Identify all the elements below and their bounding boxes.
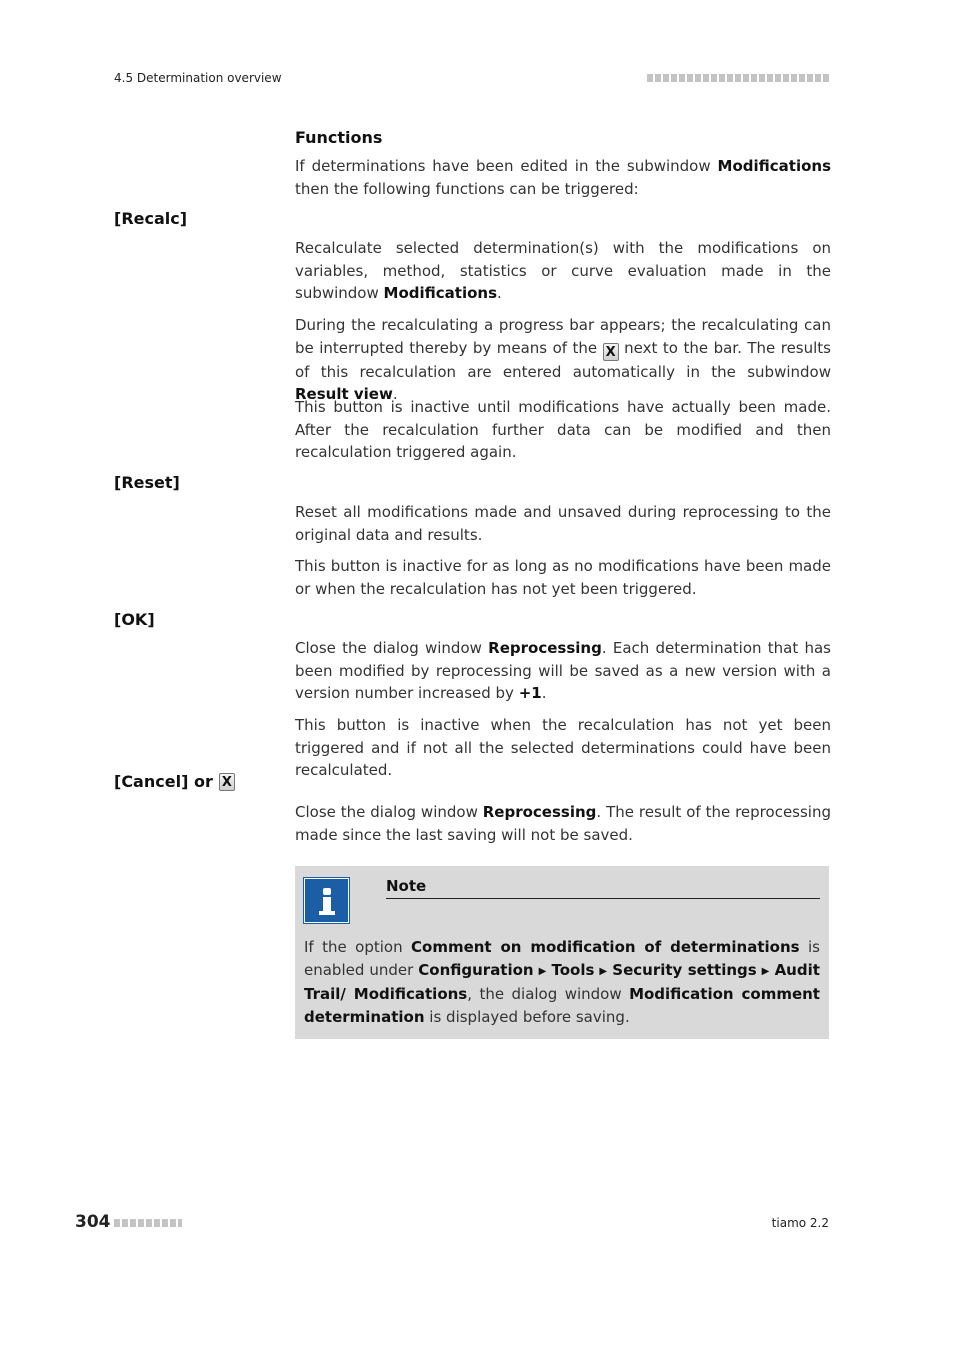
section-title: Functions	[295, 128, 383, 147]
ok-description: Close the dialog window Reprocessing. Each determination that has been modified by reprocessing will be saved as a new version with a version number increased by +1.	[295, 639, 831, 702]
term-recalc: [Recalc]	[114, 209, 188, 228]
term-reset: [Reset]	[114, 473, 180, 492]
note-box	[295, 866, 829, 1039]
header-decoration	[647, 74, 829, 82]
ok-inactive-text: This button is inactive when the recalculation has not yet been triggered and if not all the selected determinations could have been recalculated.	[295, 716, 831, 779]
footer-decoration	[114, 1219, 182, 1227]
reset-description: Reset all modifications made and unsaved during reprocessing to the original data and results.	[295, 503, 831, 544]
term-ok: [OK]	[114, 610, 155, 629]
triangle-right-icon: ▶	[599, 966, 608, 977]
running-header: 4.5 Determination overview	[114, 71, 282, 85]
term-cancel: [Cancel] or X	[114, 772, 235, 791]
triangle-right-icon: ▶	[538, 966, 547, 977]
recalc-inactive-text: This button is inactive until modifications have actually been made. After the recalculation further data can be modified and then recalculation triggered again.	[295, 398, 831, 461]
close-icon: X	[219, 773, 235, 791]
note-text: If the option Comment on modification of determinations is enabled under Configuration ▶ Tools ▶ Security settings ▶ Audit Trail/ Modifications, the dialog window Modification comment determination is displayed before saving.	[304, 938, 820, 1026]
close-icon: X	[603, 343, 619, 361]
reset-inactive-text: This button is inactive for as long as no modifications have been made or when the recalculation has not yet been triggered.	[295, 557, 831, 598]
note-title: Note	[386, 877, 820, 899]
info-icon	[304, 878, 349, 923]
recalc-description: Recalculate selected determination(s) with the modifications on variables, method, statistics or curve evaluation made in the subwindow Modifications.	[295, 239, 831, 302]
page-number: 304	[75, 1212, 111, 1232]
triangle-right-icon: ▶	[761, 966, 770, 977]
recalc-progress-text: During the recalculating a progress bar appears; the recalculating can be interrupted thereby by means of the X next to the bar. The results of this recalculation are entered automatically in the subwindow Result view.	[295, 316, 831, 403]
functions-intro: If determinations have been edited in the subwindow Modifications then the following functions can be triggered:	[295, 157, 831, 198]
product-name: tiamo 2.2	[771, 1216, 829, 1230]
cancel-description: Close the dialog window Reprocessing. The result of the reprocessing made since the last saving will not be saved.	[295, 803, 831, 844]
